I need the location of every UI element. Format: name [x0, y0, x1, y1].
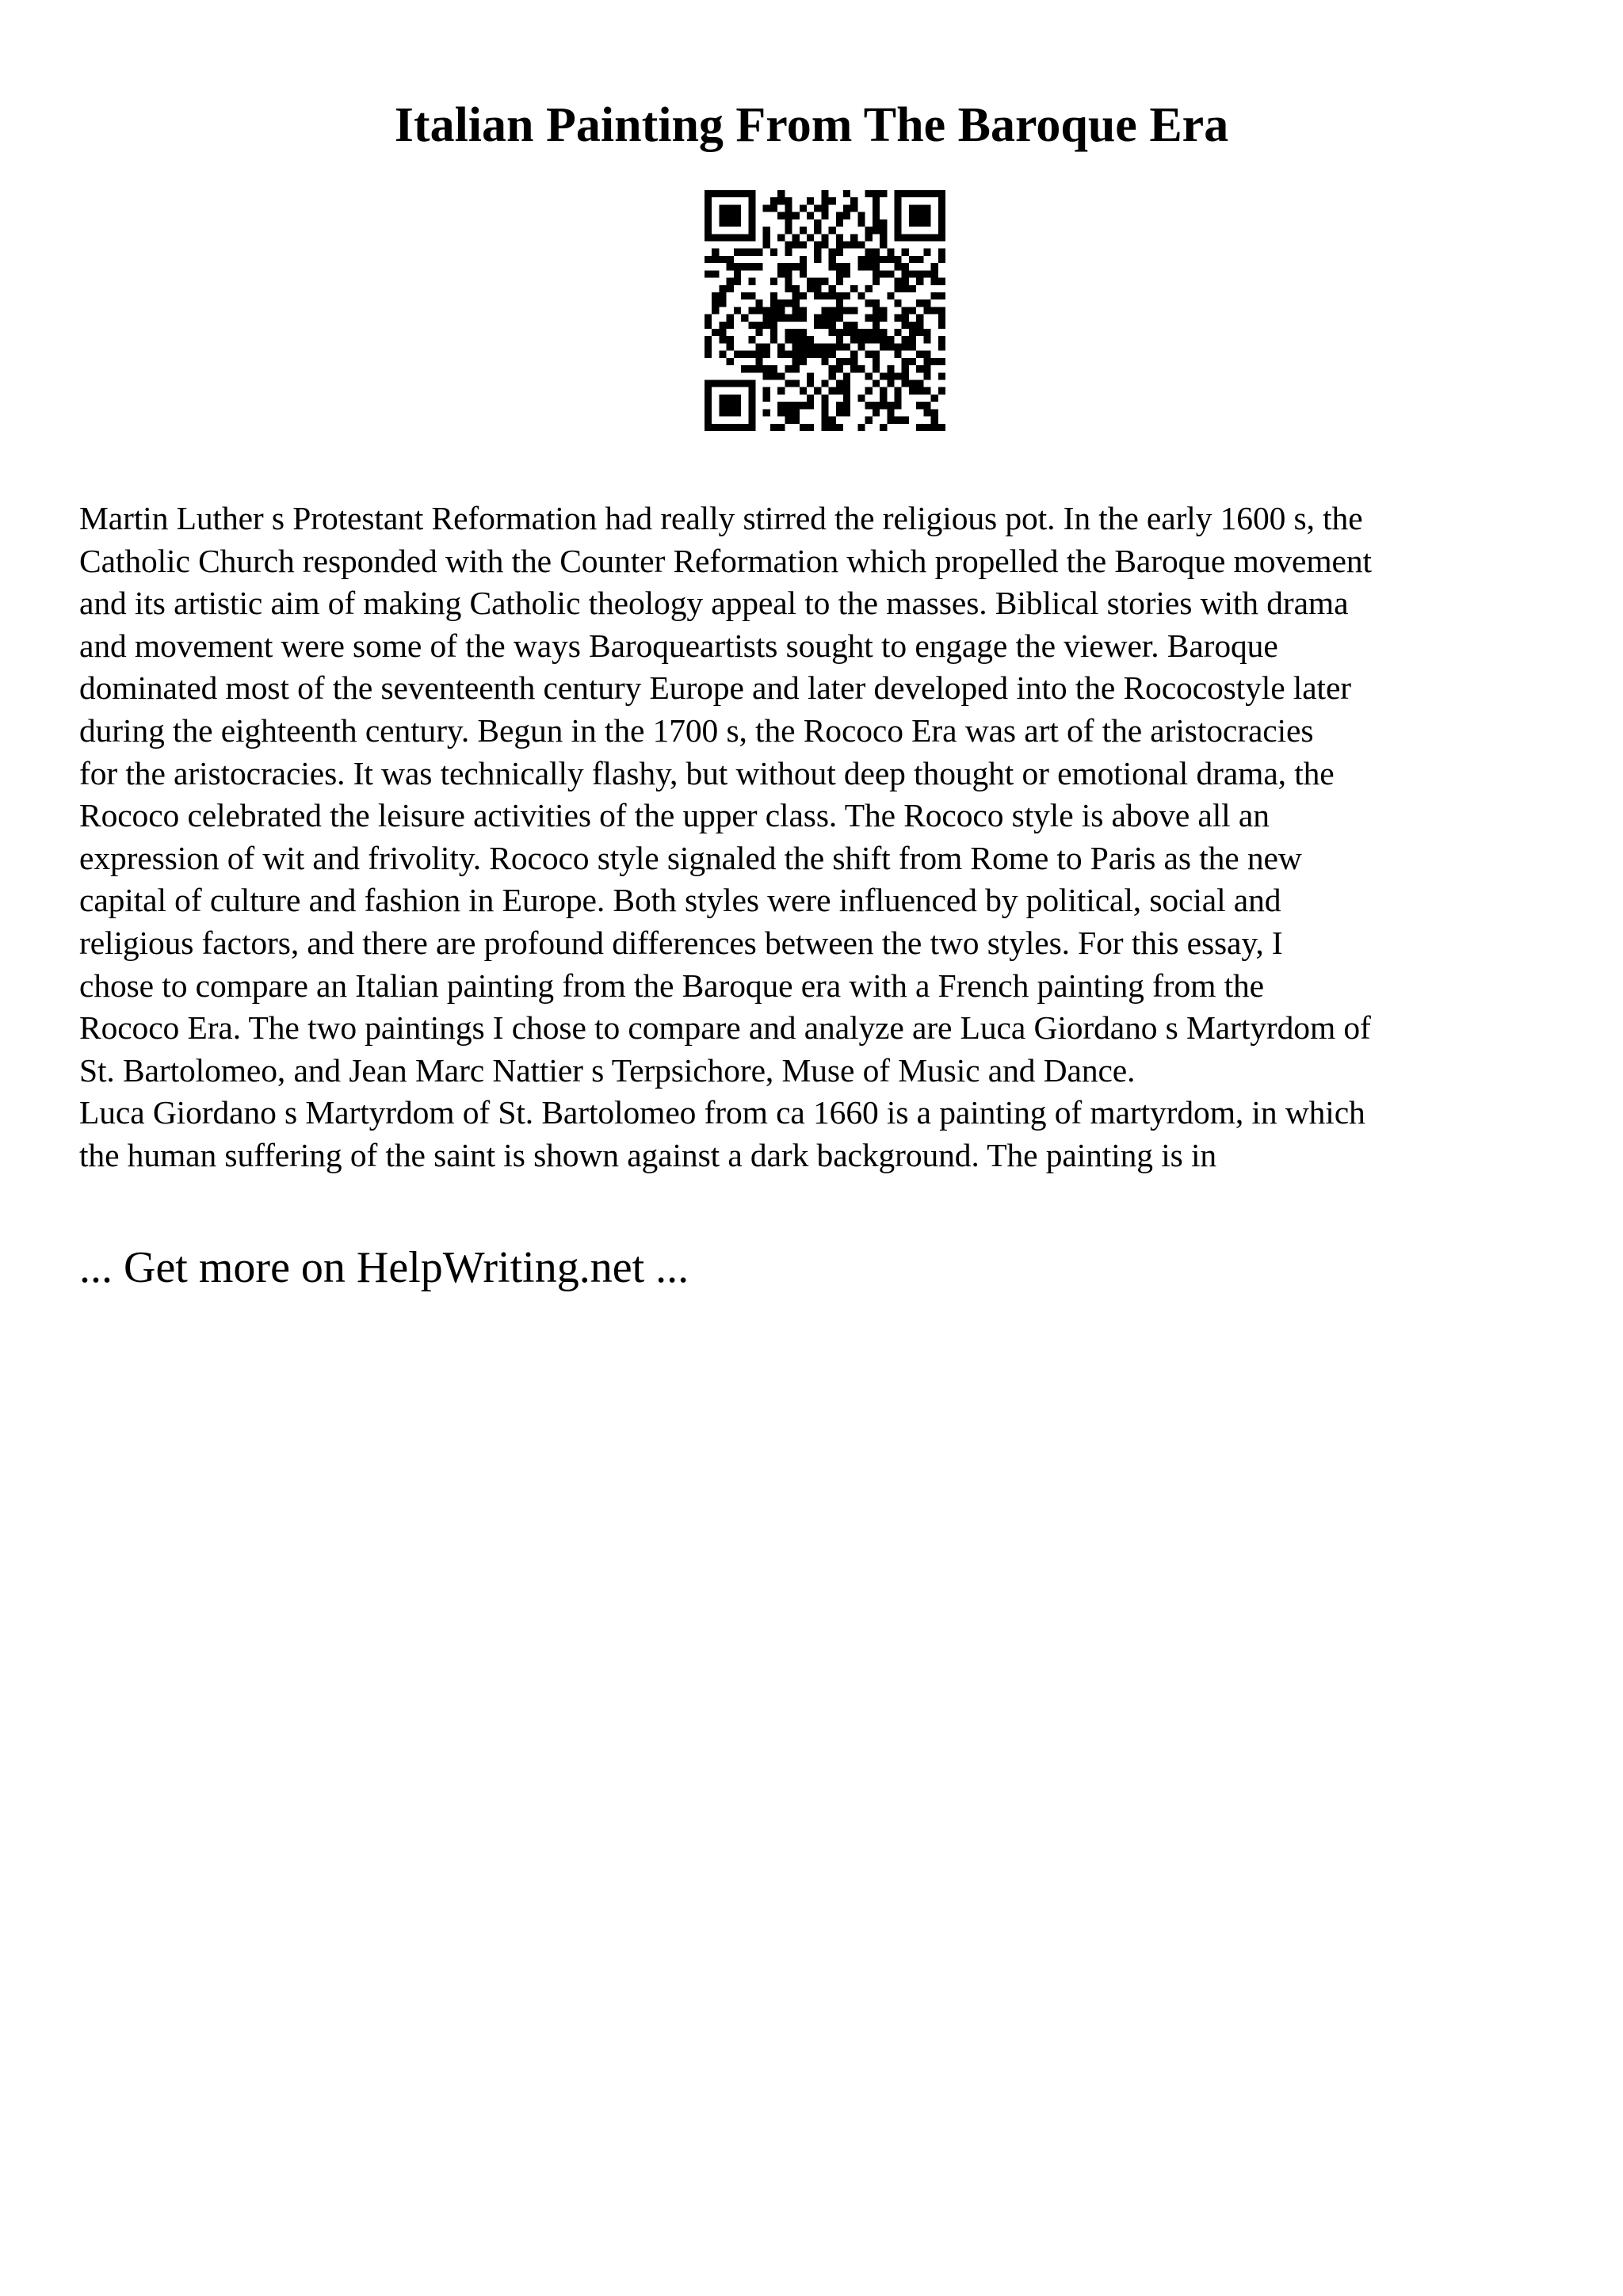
- text-line: St. Bartolomeo, and Jean Marc Nattier s Terpsichore, Muse of Music and Dance.: [79, 1051, 1136, 1089]
- text-line: Rococo celebrated the leisure activities of the upper class. The Rococo style is above all an: [79, 797, 1270, 834]
- text-line: the human suffering of the saint is shown against a dark background. The painting is in: [79, 1136, 1217, 1173]
- document-title: Italian Painting From The Baroque Era: [394, 98, 1229, 152]
- text-line: dominated most of the seventeenth century Europe and later developed into the Rococostyle later: [79, 669, 1352, 707]
- text-line: for the aristocracies. It was technically flashy, but without deep thought or emotional drama, the: [79, 754, 1335, 791]
- get-more-link[interactable]: ... Get more on HelpWriting.net ...: [79, 1243, 689, 1292]
- text-line: capital of culture and fashion in Europe. Both styles were influenced by political, social and: [79, 882, 1281, 919]
- text-line: and its artistic aim of making Catholic theology appeal to the masses. Biblical stories with drama: [79, 585, 1349, 622]
- qr-code-icon: [705, 190, 945, 431]
- essay-excerpt: [79, 498, 1553, 1177]
- text-line: and movement were some of the ways Baroqueartists sought to engage the viewer. Baroque: [79, 627, 1278, 664]
- text-line: Rococo Era. The two paintings I chose to compare and analyze are Luca Giordano s Martyrdom of: [79, 1009, 1371, 1047]
- text-line: expression of wit and frivolity. Rococo style signaled the shift from Rome to Paris as the new: [79, 839, 1302, 876]
- text-line: chose to compare an Italian painting from the Baroque era with a French painting from the: [79, 967, 1264, 1004]
- text-line: Luca Giordano s Martyrdom of St. Bartolomeo from ca 1660 is a painting of martyrdom, in which: [79, 1094, 1365, 1131]
- text-line: Catholic Church responded with the Counter Reformation which propelled the Baroque movement: [79, 542, 1372, 579]
- text-line: during the eighteenth century. Begun in the 1700 s, the Rococo Era was art of the aristocracies: [79, 711, 1314, 749]
- text-line: Martin Luther s Protestant Reformation had really stirred the religious pot. In the early 1600 s, the: [79, 500, 1363, 536]
- text-line: religious factors, and there are profound differences between the two styles. For this essay, I: [79, 924, 1283, 961]
